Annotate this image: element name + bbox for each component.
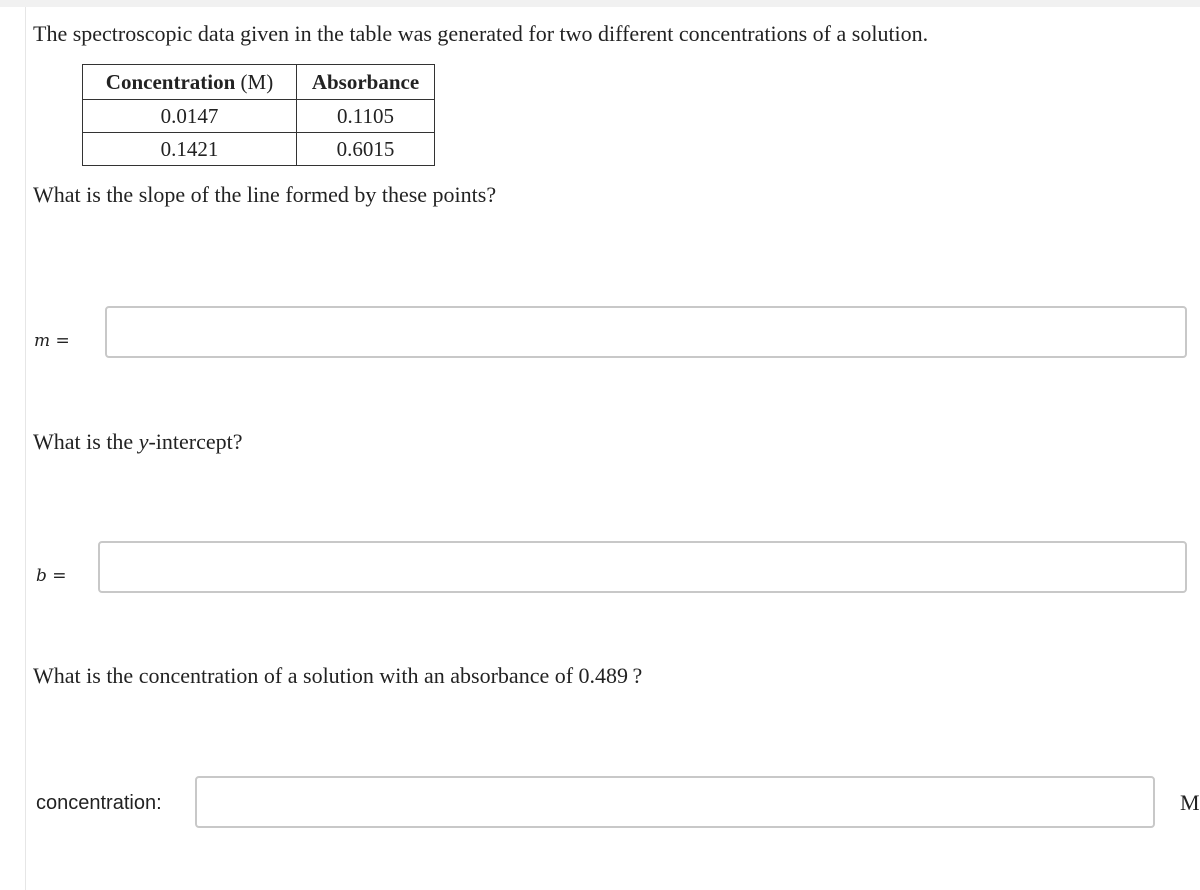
cell-concentration: 0.1421: [83, 133, 297, 166]
intercept-input[interactable]: [98, 541, 1187, 593]
slope-input[interactable]: [105, 306, 1187, 358]
question-intercept-text-1: What is the: [33, 429, 139, 454]
intercept-label: [36, 566, 67, 586]
cell-concentration: 0.0147: [83, 100, 297, 133]
table-row: [83, 100, 435, 133]
question-slope: What is the slope of the line formed by these points?: [33, 182, 497, 207]
intercept-equals: =: [46, 566, 67, 586]
header-concentration: [83, 65, 297, 100]
cell-absorbance: 0.1105: [297, 100, 435, 133]
left-rule: [25, 7, 26, 890]
slope-var: m: [34, 331, 51, 351]
intro-text: The spectroscopic data given in the table was generated for two different concentrations of a solution.: [33, 21, 929, 46]
concentration-label: concentration:: [36, 792, 162, 814]
slope-label: [34, 331, 70, 351]
top-strip: [0, 0, 1200, 7]
intercept-var: b: [36, 566, 47, 586]
question-intercept: [33, 428, 243, 456]
question-concentration: What is the concentration of a solution with an absorbance of 0.489 ?: [33, 663, 643, 688]
cell-absorbance: 0.6015: [297, 133, 435, 166]
concentration-input[interactable]: [195, 776, 1155, 828]
question-intercept-y: y: [138, 429, 149, 454]
table-header-row: [83, 65, 435, 100]
question-intercept-text-2: -intercept?: [148, 429, 243, 454]
concentration-unit: M: [1180, 790, 1200, 815]
header-concentration-label: Concentration: [105, 69, 236, 94]
header-concentration-unit: (M): [240, 69, 274, 94]
table-row: [83, 133, 435, 166]
header-absorbance: Absorbance: [297, 65, 435, 100]
slope-equals: =: [50, 331, 70, 351]
data-table: [82, 64, 435, 166]
